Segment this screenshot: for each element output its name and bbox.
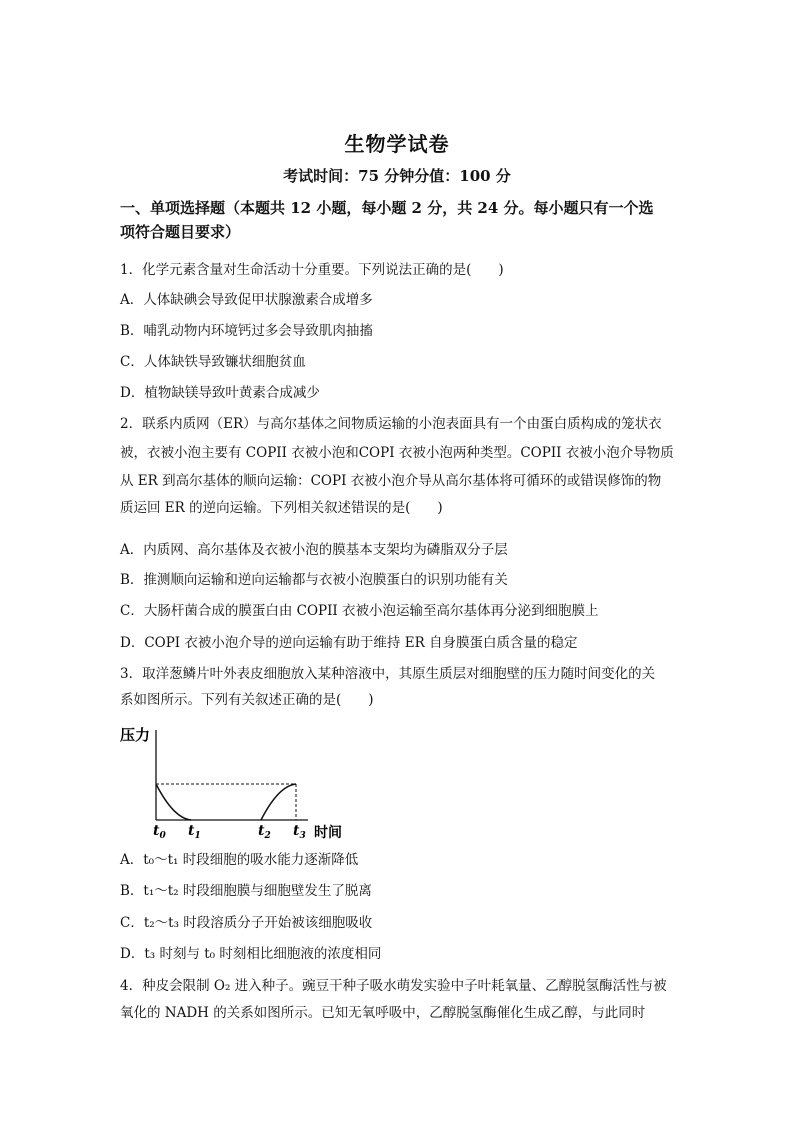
q2-option-a: A．内质网、高尔基体及衣被小泡的膜基本支架均为磷脂双分子层 [120, 542, 508, 558]
q3-option-b: B．t₁～t₂ 时段细胞膜与细胞壁发生了脱离 [120, 883, 372, 899]
q1-option-d: D．植物缺镁导致叶黄素合成减少 [120, 385, 320, 401]
q2-stem-line3: 从 ER 到高尔基体的顺向运输：COPI 衣被小泡介导从高尔基体将可循环的或错误修饰的物 [120, 473, 662, 489]
q4-stem-line2: 氧化的 NADH 的关系如图所示。已知无氧呼吸中，乙醇脱氢酶催化生成乙醇，与此同时 [120, 1005, 646, 1021]
q3-option-c: C．t₂～t₃ 时段溶质分子开始被该细胞吸收 [120, 915, 373, 931]
q4-stem-line1: 4．种皮会限制 O₂ 进入种子。豌豆干种子吸水萌发实验中子叶耗氧量、乙醇脱氢酶活性与被 [120, 978, 667, 994]
pressure-curve-1 [156, 784, 191, 820]
section-heading-line2: 项符合题目要求） [120, 223, 241, 241]
pressure-time-chart [118, 720, 358, 845]
q2-option-b: B．推测顺向运输和逆向运输都与衣被小泡膜蛋白的识别功能有关 [120, 572, 508, 588]
section-heading-line1: 一、单项选择题（本题共 12 小题，每小题 2 分，共 24 分。每小题只有一个选 [120, 199, 654, 217]
q1-stem: 1．化学元素含量对生命活动十分重要。下列说法正确的是( ) [120, 262, 504, 278]
q3-option-d: D．t₃ 时刻与 t₀ 时刻相比细胞液的浓度相同 [120, 946, 382, 962]
q3-stem-line2: 系如图所示。下列有关叙述正确的是( ) [120, 692, 374, 708]
q2-stem-line4: 质运回 ER 的逆向运输。下列相关叙述错误的是( ) [120, 500, 443, 516]
page-title: 生物学试卷 [344, 132, 450, 156]
q2-stem-line1: 2．联系内质网（ER）与高尔基体之间物质运输的小泡表面具有一个由蛋白质构成的笼状衣 [120, 416, 662, 432]
q3-stem-line1: 3．取洋葱鳞片叶外表皮细胞放入某种溶液中，其原生质层对细胞壁的压力随时间变化的关 [120, 666, 656, 682]
q2-option-c: C．大肠杆菌合成的膜蛋白由 COPII 衣被小泡运输至高尔基体再分泌到细胞膜上 [120, 603, 599, 619]
q1-option-c: C．人体缺铁导致镰状细胞贫血 [120, 354, 306, 370]
q3-option-a: A．t₀～t₁ 时段细胞的吸水能力逐渐降低 [120, 852, 359, 868]
y-axis-label: 压力 [120, 726, 151, 744]
tick-label-t2: $t_2$ [258, 823, 271, 841]
q1-option-b: B．哺乳动物内环境钙过多会导致肌肉抽搐 [120, 323, 373, 339]
section-heading [120, 196, 680, 244]
tick-label-t0: $t_0$ [153, 823, 166, 841]
q1-option-a: A．人体缺碘会导致促甲状腺激素合成增多 [120, 292, 373, 308]
q2-stem-line2: 被，衣被小泡主要有 COPII 衣被小泡和COPI 衣被小泡两种类型。COPII 衣被小泡介导物质 [120, 445, 674, 461]
exam-info: 考试时间：75 分钟分值：100 分 [283, 167, 511, 185]
x-axis-label: 时间 [314, 825, 342, 841]
tick-label-t3: $t_3$ [293, 823, 306, 841]
tick-label-t1: $t_1$ [188, 823, 201, 841]
pressure-curve-2 [261, 784, 296, 820]
q2-option-d: D．COPI 衣被小泡介导的逆向运输有助于维持 ER 自身膜蛋白质含量的稳定 [120, 635, 578, 651]
